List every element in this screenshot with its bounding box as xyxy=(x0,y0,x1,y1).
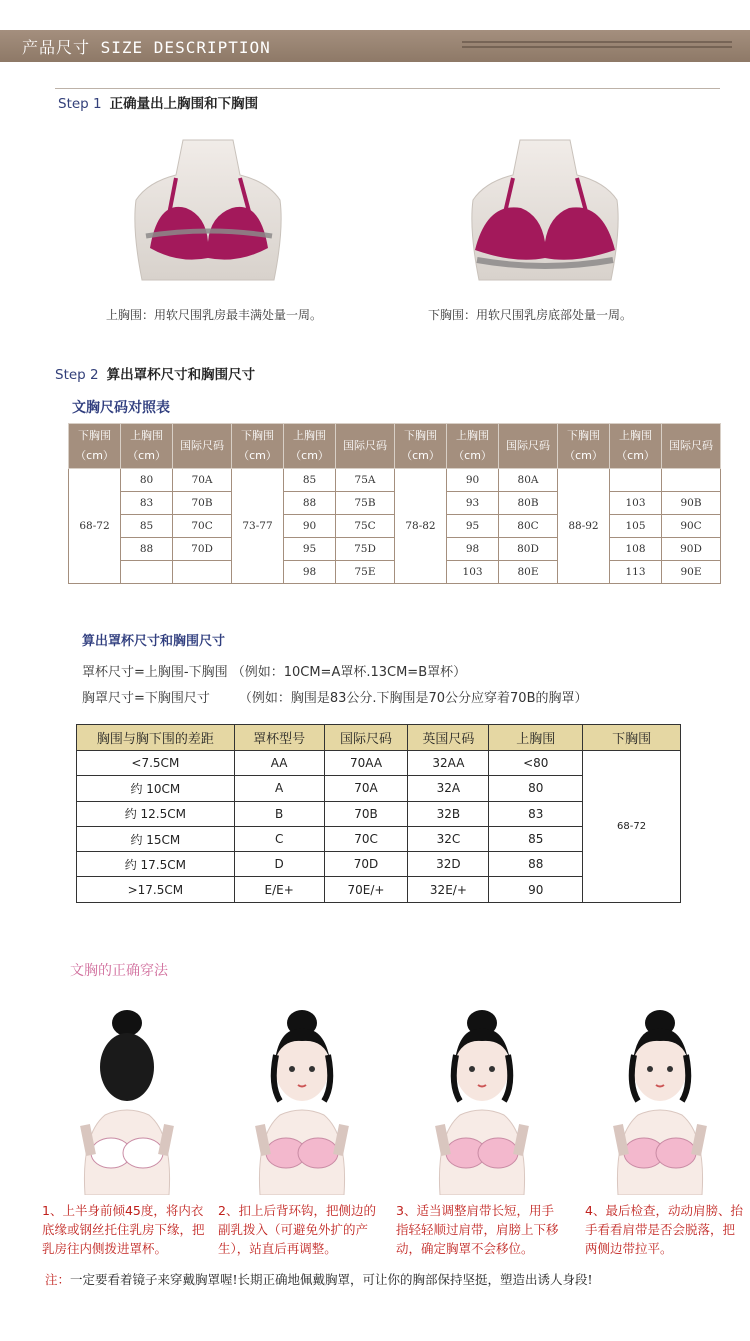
size-chart-table xyxy=(68,423,721,584)
header-upper: 上胸围 xyxy=(489,725,583,751)
cup-table-cell: <80 xyxy=(489,751,583,776)
cup-table-cell: 约 15CM xyxy=(77,826,235,851)
woman-illustration-4 xyxy=(578,1005,743,1195)
intl-size-value: 90D xyxy=(662,538,721,561)
intl-size-value: 70D xyxy=(173,538,232,561)
cup-table-cell: 32A xyxy=(408,776,489,801)
header-cup: 罩杯型号 xyxy=(234,725,324,751)
header-diff: 胸围与胸下围的差距 xyxy=(77,725,235,751)
upper-bust-value: 93 xyxy=(447,492,499,515)
cup-table-cell: 32C xyxy=(408,826,489,851)
wearing-step-3: 3、适当调整肩带长短，用手指轻轻顺过肩带，肩膀上下移动，确定胸罩不会移位。 xyxy=(396,1203,559,1256)
header-under: 下胸围 xyxy=(583,725,681,751)
note-label: 注： xyxy=(45,1272,71,1287)
under-bust-range: 73-77 xyxy=(231,469,283,584)
wearing-step-4: 4、最后检查，动动肩膀、抬手看看肩带是否会脱落，把两侧边带拉平。 xyxy=(585,1203,743,1256)
cup-table-header-row xyxy=(77,725,681,751)
header-fine-print-decoration xyxy=(462,41,732,51)
cup-table-cell: E/E+ xyxy=(234,877,324,902)
intl-size-value: 70C xyxy=(173,515,232,538)
intl-size-value: 90B xyxy=(662,492,721,515)
step1-text: 正确量出上胸围和下胸围 xyxy=(109,96,259,112)
upper-bust-value xyxy=(121,561,173,584)
cup-table-cell: 约 17.5CM xyxy=(77,852,235,877)
intl-size-value: 70B xyxy=(173,492,232,515)
header-intl: 国际尺码 xyxy=(336,424,395,469)
band-formula: 胸罩尺寸=下胸围尺寸 （例如：胸围是83公分.下胸围是70公分应穿着70B的胸罩） xyxy=(82,691,588,706)
upper-bust-value: 98 xyxy=(284,561,336,584)
upper-bust-value: 98 xyxy=(447,538,499,561)
size-table-title: 文胸尺码对照表 xyxy=(72,400,170,416)
wearing-guide-title: 文胸的正确穿法 xyxy=(70,963,168,979)
cup-table-cell: 32E/+ xyxy=(408,877,489,902)
header-upper: 上胸围 （cm） xyxy=(284,424,336,469)
cup-table-cell: D xyxy=(234,852,324,877)
wearing-step-2: 2、扣上后背环钩，把侧边的副乳拨入（可避免外扩的产生），站直后再调整。 xyxy=(218,1203,376,1256)
cup-table-cell: C xyxy=(234,826,324,851)
under-bust-merged: 68-72 xyxy=(583,751,681,903)
cup-table-cell: 70B xyxy=(324,801,408,826)
header-upper: 上胸围 （cm） xyxy=(610,424,662,469)
lower-chest-caption: 下胸围：用软尺围乳房底部处量一周。 xyxy=(428,308,633,322)
intl-size-value: 80B xyxy=(499,492,558,515)
woman-illustration-2 xyxy=(220,1005,385,1195)
upper-bust-value: 85 xyxy=(284,469,336,492)
note-text: 一定要看着镜子来穿戴胸罩喔!长期正确地佩戴胸罩，可让你的胸部保持坚挺，塑造出诱人身段! xyxy=(70,1272,593,1287)
header-intl: 国际尺码 xyxy=(662,424,721,469)
intl-size-value xyxy=(662,469,721,492)
upper-bust-value: 80 xyxy=(121,469,173,492)
intl-size-value: 75D xyxy=(336,538,395,561)
step2-label: Step 2 xyxy=(55,367,99,383)
intl-size-value: 75A xyxy=(336,469,395,492)
header-bar xyxy=(0,30,750,62)
upper-bust-value: 90 xyxy=(447,469,499,492)
lower-chest-measure-figure xyxy=(465,130,625,290)
cup-table-cell: 32D xyxy=(408,852,489,877)
upper-bust-value: 88 xyxy=(284,492,336,515)
calc-title: 算出罩杯尺寸和胸围尺寸 xyxy=(82,634,226,649)
intl-size-value: 70A xyxy=(173,469,232,492)
step1-heading xyxy=(58,92,258,112)
upper-chest-caption: 上胸围：用软尺围乳房最丰满处量一周。 xyxy=(106,308,323,322)
cup-table-cell: 70A xyxy=(324,776,408,801)
header-intl: 国际尺码 xyxy=(173,424,232,469)
upper-bust-value: 103 xyxy=(447,561,499,584)
cup-table-cell: 70C xyxy=(324,826,408,851)
intl-size-value: 90E xyxy=(662,561,721,584)
intl-size-value: 75C xyxy=(336,515,395,538)
upper-bust-value: 95 xyxy=(447,515,499,538)
header-under: 下胸围 （cm） xyxy=(69,424,121,469)
upper-bust-value: 90 xyxy=(284,515,336,538)
upper-bust-value: 88 xyxy=(121,538,173,561)
under-bust-range: 78-82 xyxy=(394,469,446,584)
header-intl: 国际尺码 xyxy=(324,725,408,751)
header-under: 下胸围 （cm） xyxy=(557,424,609,469)
step2-heading xyxy=(55,363,255,383)
cup-table-cell: 70D xyxy=(324,852,408,877)
intl-size-value: 80E xyxy=(499,561,558,584)
header-upper: 上胸围 （cm） xyxy=(121,424,173,469)
size-chart-header-row xyxy=(69,424,721,469)
cup-table-cell: 32B xyxy=(408,801,489,826)
header-under: 下胸围 （cm） xyxy=(394,424,446,469)
upper-chest-measure-figure xyxy=(128,130,288,290)
cup-table-cell: 70E/+ xyxy=(324,877,408,902)
cup-table-cell: 83 xyxy=(489,801,583,826)
cup-size-table xyxy=(76,724,681,903)
cup-table-cell: 约 12.5CM xyxy=(77,801,235,826)
upper-bust-value xyxy=(610,469,662,492)
under-bust-range: 88-92 xyxy=(557,469,609,584)
step1-label: Step 1 xyxy=(58,96,102,112)
cup-table-cell: 约 10CM xyxy=(77,776,235,801)
upper-bust-value: 85 xyxy=(121,515,173,538)
cup-table-cell: 80 xyxy=(489,776,583,801)
woman-illustration-3 xyxy=(400,1005,565,1195)
intl-size-value: 80C xyxy=(499,515,558,538)
upper-bust-value: 108 xyxy=(610,538,662,561)
cup-table-cell: <7.5CM xyxy=(77,751,235,776)
step2-text: 算出罩杯尺寸和胸围尺寸 xyxy=(106,367,256,383)
wearing-step-1: 1、上半身前倾45度，将内衣底缘或钢丝托住乳房下缘，把乳房往内侧拨进罩杯。 xyxy=(42,1203,205,1256)
cup-table-body xyxy=(77,751,681,903)
cup-formula: 罩杯尺寸=上胸围-下胸围 （例如：10CM=A罩杯.13CM=B罩杯） xyxy=(82,665,467,680)
header-intl: 国际尺码 xyxy=(499,424,558,469)
upper-bust-value: 103 xyxy=(610,492,662,515)
upper-bust-value: 105 xyxy=(610,515,662,538)
cup-table-cell: 90 xyxy=(489,877,583,902)
header-upper: 上胸围 （cm） xyxy=(447,424,499,469)
size-chart-row xyxy=(69,469,721,492)
intl-size-value: 90C xyxy=(662,515,721,538)
size-chart-body xyxy=(69,469,721,584)
cup-table-cell: 85 xyxy=(489,826,583,851)
bottom-note xyxy=(45,1270,593,1288)
under-bust-range: 68-72 xyxy=(69,469,121,584)
cup-table-cell: 32AA xyxy=(408,751,489,776)
intl-size-value: 80A xyxy=(499,469,558,492)
header-under: 下胸围 （cm） xyxy=(231,424,283,469)
intl-size-value: 75E xyxy=(336,561,395,584)
upper-bust-value: 95 xyxy=(284,538,336,561)
woman-illustration-1 xyxy=(45,1005,210,1195)
intl-size-value xyxy=(173,561,232,584)
cup-table-cell: B xyxy=(234,801,324,826)
cup-table-cell: 70AA xyxy=(324,751,408,776)
header-uk: 英国尺码 xyxy=(408,725,489,751)
cup-table-cell: 88 xyxy=(489,852,583,877)
page-title: 产品尺寸 SIZE DESCRIPTION xyxy=(22,38,271,57)
cup-table-row xyxy=(77,751,681,776)
cup-table-cell: A xyxy=(234,776,324,801)
cup-table-cell: AA xyxy=(234,751,324,776)
divider xyxy=(55,88,720,89)
upper-bust-value: 83 xyxy=(121,492,173,515)
cup-table-cell: >17.5CM xyxy=(77,877,235,902)
upper-bust-value: 113 xyxy=(610,561,662,584)
intl-size-value: 75B xyxy=(336,492,395,515)
intl-size-value: 80D xyxy=(499,538,558,561)
